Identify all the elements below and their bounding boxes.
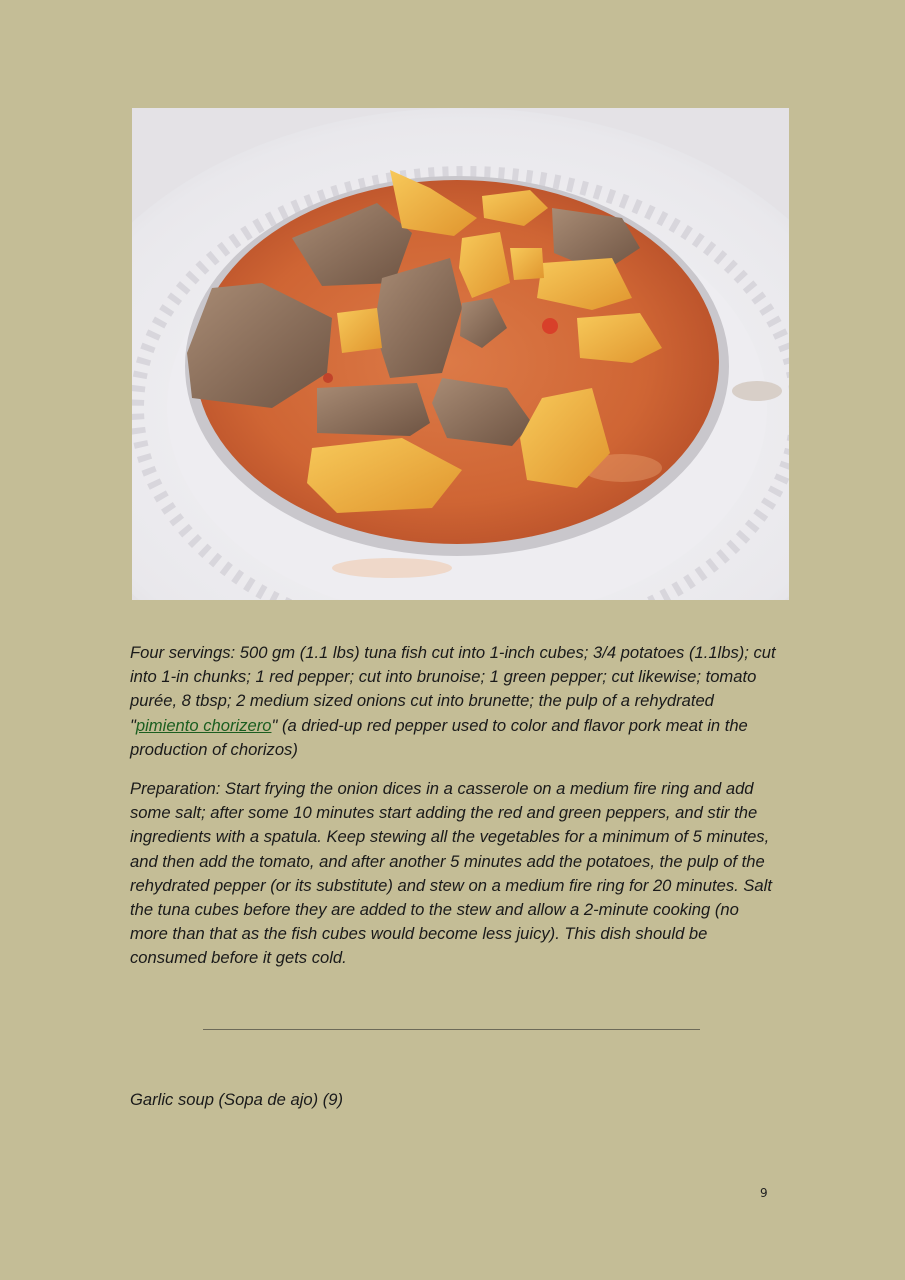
preparation-paragraph: Preparation: Start frying the onion dices in a casserole on a medium fire ring and add some salt; after some 10 minutes start adding the red and green peppers, and stir the ingredients with a spatula. Keep stewing all the vegetables for a minimum of 5 minutes, and then add the tomato, and after another 5 minutes add the potatoes, the pulp of the rehydrated pepper (or its substitute) and stew on a medium fire ring for 20 minutes. Salt the tuna cubes before they are added to the stew and allow a 2-minute cooking (no more than that as the fish cubes would become less juicy). This dish should be consumed before it gets cold. [130,779,772,968]
next-recipe-title: Garlic soup (Sopa de ajo) (9) [130,1090,344,1109]
stew-photo [132,108,789,600]
ingredients-text: Four servings: 500 gm (1.1 lbs) tuna fish cut into 1-inch cubes; 3/4 potatoes (1.1lbs); cut into 1-in chunks; 1 red pepper; cut into brunoise; 1 green pepper; cut likewise; tomato purée, 8 tbsp; 2 medium sized onions cut into brunette; the pulp of a rehydrated " [130,643,776,735]
ingredients-text-end: " (a dried-up red pepper used to color and flavor pork meat in the production of chorizos) [130,715,748,759]
ingredients-paragraph [130,641,780,762]
page-number: 9 [760,1186,768,1200]
section-divider [203,1029,700,1030]
pimiento-chorizero-link[interactable]: pimiento chorizero [135,715,272,735]
